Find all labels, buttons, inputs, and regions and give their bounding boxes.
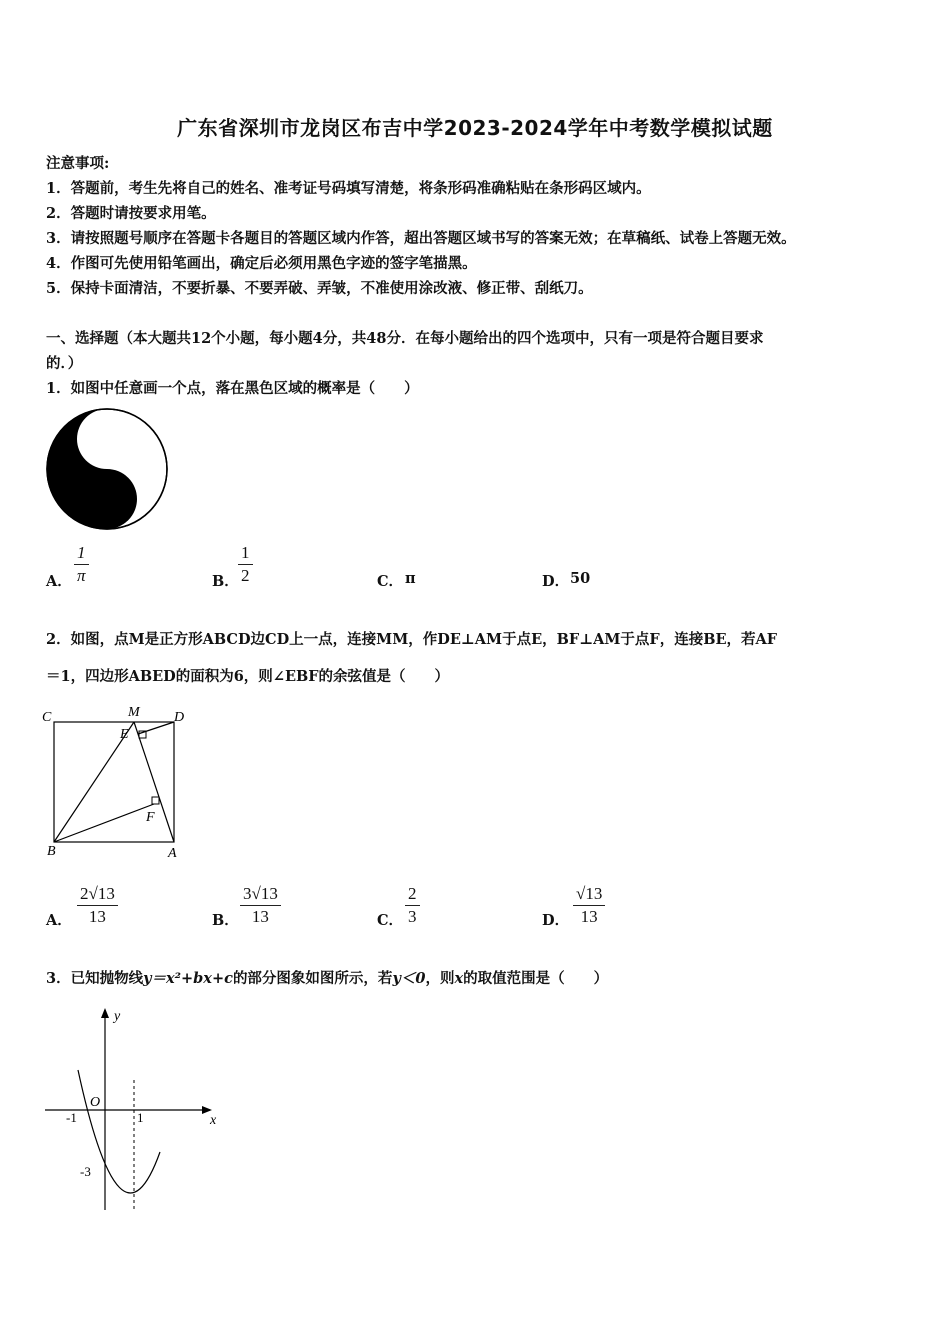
q2-option-b-label: B． [212, 912, 239, 929]
tick-label-neg3: -3 [80, 1164, 91, 1179]
notice-item: 3．请按照题号顺序在答题卡各题目的答题区域内作答，超出答题区域书写的答案无效；在草稿纸、试卷上答题无效。 [46, 230, 796, 247]
q2-a-num: 2√13 [80, 884, 115, 903]
q2-c-num: 2 [408, 884, 417, 903]
q1-stem: 1．如图中任意画一个点，落在黑色区域的概率是（ ） [46, 380, 419, 397]
q2-option-a-label: A． [46, 912, 72, 929]
notice-item: 5．保持卡面清洁，不要折暴、不要弄破、弄皱，不准使用涂改液、修正带、刮纸刀。 [46, 280, 593, 297]
q2-option-a-fraction [77, 884, 118, 927]
fraction-bar [405, 905, 420, 906]
section-heading-cont: 的．） [46, 355, 83, 372]
parabola-graph-figure [40, 1004, 230, 1214]
q3-stem [46, 967, 608, 988]
q2-stem: 2．如图，点M是正方形ABCD边CD上一点，连接MM，作DE⊥AM于点E，BF⊥AM于点F，连接BE，若AF [46, 631, 778, 648]
q1-option-b-label: B． [212, 573, 239, 590]
q2-option-d-fraction [573, 884, 605, 927]
label-c: C [42, 710, 52, 725]
q3-condition: y＜0 [392, 970, 426, 987]
q3-stem-post: ，则 [425, 970, 455, 987]
fraction-bar [573, 905, 605, 906]
fraction-bar [240, 905, 281, 906]
q2-option-d-label: D． [542, 912, 570, 929]
q1-option-d-label: D． [542, 573, 570, 590]
label-f: F [146, 810, 155, 825]
q2-b-den: 13 [251, 907, 269, 926]
q1-option-b-fraction [238, 543, 253, 586]
q3-stem-end: 的取值范围是（ ） [463, 970, 609, 987]
notice-heading: 注意事项: [46, 155, 110, 172]
label-d: D [174, 710, 185, 725]
q2-option-c-fraction [405, 884, 420, 927]
q1-a-num: 1 [77, 543, 86, 562]
notice-item: 4．作图可先使用铅笔画出，确定后必须用黑色字迹的签字笔描黑。 [46, 255, 477, 272]
q1-option-c-value: π [405, 570, 416, 587]
label-m: M [128, 705, 140, 720]
label-e: E [120, 727, 129, 742]
square-geometry-figure [42, 702, 202, 862]
section-heading: 一、选择题（本大题共12个小题，每小题4分，共48分．在每小题给出的四个选项中，只有一项是符合题目要求 [46, 330, 764, 347]
origin-label: O [90, 1095, 101, 1110]
q2-stem-cont: ＝1，四边形ABED的面积为6，则∠EBF的余弦值是（ ） [46, 668, 450, 685]
fraction-bar [238, 564, 253, 565]
yin-yang-figure [44, 406, 172, 532]
notice-item: 2．答题时请按要求用笔。 [46, 205, 216, 222]
q1-b-den: 2 [241, 566, 250, 585]
q1-b-num: 1 [241, 543, 250, 562]
q1-option-a-fraction [74, 543, 89, 586]
q1-option-a-label: A． [46, 573, 72, 590]
q2-option-c-label: C． [377, 912, 404, 929]
q3-equation: y＝x²+bx+c [143, 970, 233, 987]
fraction-bar [77, 905, 118, 906]
axis-label-x: x [210, 1113, 217, 1128]
label-a: A [168, 846, 177, 861]
q3-variable: x [454, 970, 464, 987]
tick-label-1: 1 [137, 1110, 144, 1125]
q3-stem-mid: 的部分图象如图所示，若 [232, 970, 393, 987]
q1-option-d-value: 50 [570, 570, 591, 587]
q2-a-den: 13 [88, 907, 106, 926]
q2-c-den: 3 [408, 907, 417, 926]
tick-label-neg1: -1 [66, 1110, 77, 1125]
q2-b-num: 3√13 [243, 884, 278, 903]
notice-item: 1．答题前，考生先将自己的姓名、准考证号码填写清楚，将条形码准确粘贴在条形码区域内。 [46, 180, 651, 197]
q2-d-den: 13 [580, 907, 598, 926]
fraction-bar [74, 564, 89, 565]
axis-label-y: y [114, 1009, 121, 1024]
q1-a-den: π [77, 566, 86, 585]
q2-option-b-fraction [240, 884, 281, 927]
page-title: 广东省深圳市龙岗区布吉中学2023-2024学年中考数学模拟试题 [177, 116, 773, 140]
q2-d-num: √13 [576, 884, 603, 903]
q1-option-c-label: C． [377, 573, 404, 590]
q3-stem-pre: 3．已知抛物线 [46, 970, 144, 987]
label-b: B [47, 844, 56, 859]
